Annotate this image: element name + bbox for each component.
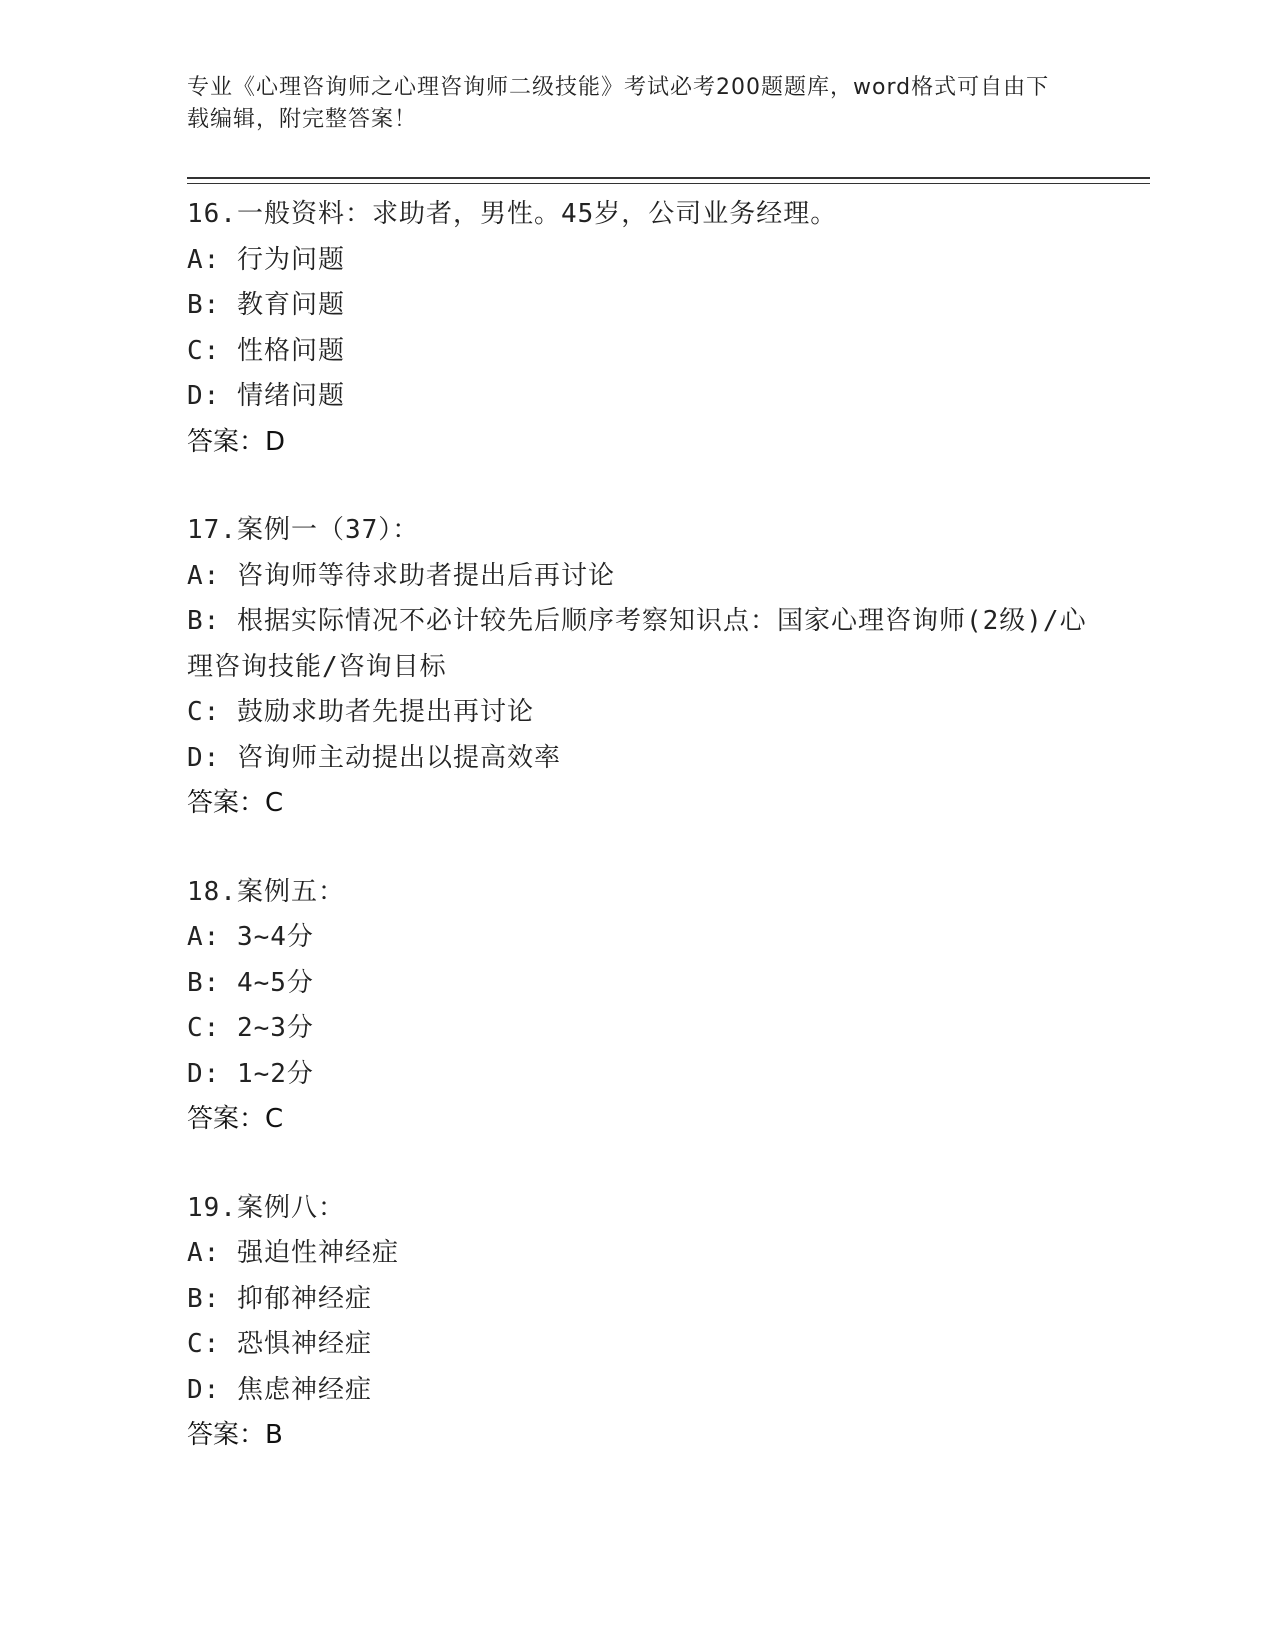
option-d: D: 咨询师主动提出以提高效率 [187, 742, 561, 773]
option-a: A: 咨询师等待求助者提出后再讨论 [187, 560, 615, 591]
header-divider-thick [187, 177, 1150, 179]
question-stem: 19.案例八： [187, 1192, 345, 1223]
answer-line: 答案：C [187, 788, 284, 818]
question-stem: 18.案例五： [187, 876, 345, 907]
option-a: A: 行为问题 [187, 244, 345, 275]
question-list [187, 192, 1087, 1502]
option-c: C: 恐惧神经症 [187, 1329, 372, 1359]
option-b: B: 抑郁神经症 [187, 1283, 372, 1314]
question-17 [187, 508, 1087, 827]
answer-line: 答案：D [187, 426, 286, 457]
option-a: A: 3~4分 [187, 922, 314, 952]
document-header: 专业《心理咨询师之心理咨询师二级技能》考试必考200题题库，word格式可自由下载编辑，附完整答案！ [187, 75, 1050, 132]
question-19 [187, 1186, 1087, 1459]
option-d: D: 1~2分 [187, 1058, 314, 1089]
answer-line: 答案：C [187, 1104, 284, 1134]
question-18 [187, 870, 1087, 1143]
option-c: C: 2~3分 [187, 1013, 314, 1043]
answer-line: 答案：B [187, 1420, 283, 1450]
question-stem: 17.案例一（37）： [187, 515, 420, 545]
option-c: C: 性格问题 [187, 335, 345, 366]
option-c: C: 鼓励求助者先提出再讨论 [187, 697, 534, 727]
option-b: B: 教育问题 [187, 290, 345, 320]
option-b: B: 根据实际情况不必计较先后顺序考察知识点：国家心理咨询师(2级)/心理咨询技能/咨询目标 [187, 606, 1087, 682]
question-stem: 16.一般资料：求助者，男性。45岁，公司业务经理。 [187, 199, 838, 229]
option-b: B: 4~5分 [187, 967, 314, 998]
option-d: D: 焦虑神经症 [187, 1374, 372, 1405]
question-16 [187, 192, 1087, 465]
header-divider-thin [187, 183, 1150, 184]
option-d: D: 情绪问题 [187, 381, 345, 411]
option-a: A: 强迫性神经症 [187, 1238, 399, 1268]
